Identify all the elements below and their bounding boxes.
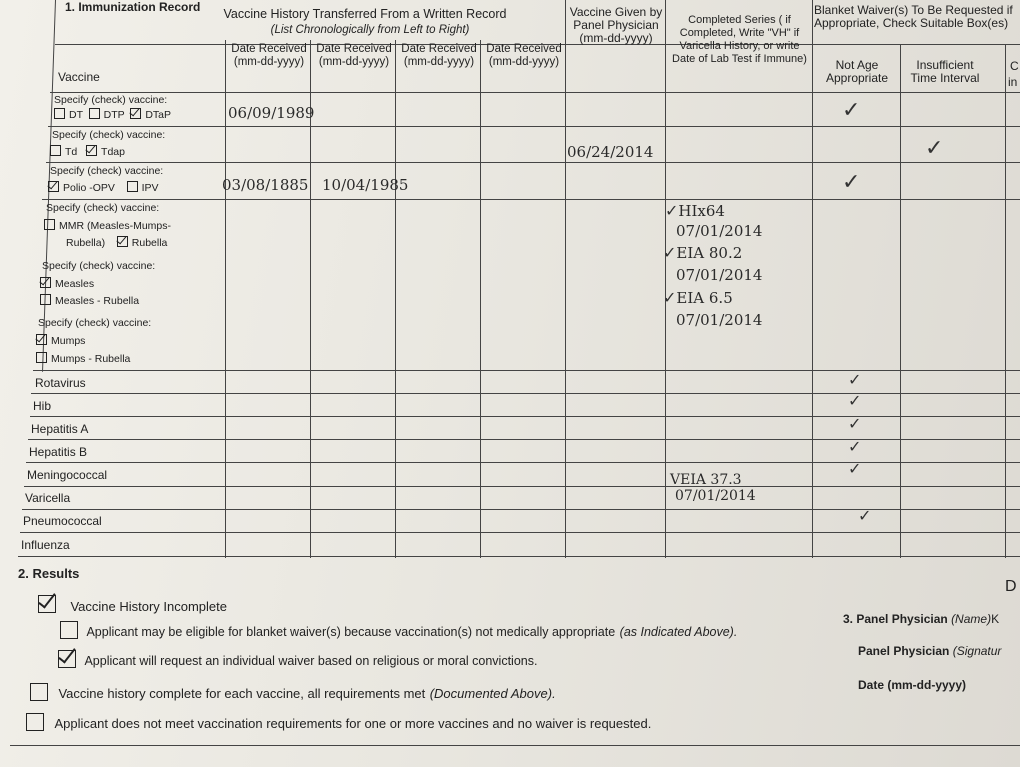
vaccine-influenza: Influenza: [21, 538, 70, 552]
polio-opv-checkbox[interactable]: [48, 181, 59, 192]
col-c-header: C: [1010, 59, 1019, 73]
physician-signature-note: (Signatur: [952, 644, 1002, 658]
lab-date: 07/01/2014: [676, 311, 763, 329]
rubella-options: [66, 236, 167, 249]
incomplete-checkbox[interactable]: [38, 595, 56, 613]
vaccine-rotavirus: Rotavirus: [35, 376, 86, 390]
col-line: [665, 0, 666, 558]
vaccine-pneumococcal: Pneumococcal: [23, 514, 102, 528]
check-mark-icon: ✓: [848, 370, 862, 389]
lab-result: ✓EIA 80.2: [663, 243, 743, 262]
date-col-4: Date Received (mm-dd-yyyy): [486, 43, 562, 68]
varicella-lab-result: VEIA 37.3: [670, 472, 742, 488]
physician-name-label: [843, 612, 999, 626]
row-line: [33, 370, 1020, 371]
blanket-checkbox[interactable]: [60, 621, 78, 639]
col-line: [1005, 44, 1006, 558]
vaccine-meningococcal: Meningococcal: [27, 468, 108, 482]
dtp-label: DTP: [103, 109, 125, 121]
polio-options: [48, 181, 159, 194]
measles-rubella-label: Measles - Rubella: [55, 295, 140, 307]
dt-checkbox[interactable]: [54, 108, 65, 119]
lab-result: ✓EIA 6.5: [663, 288, 733, 307]
physician-name-k: K: [991, 612, 1000, 626]
row-line: [28, 439, 1020, 440]
lab-date: 07/01/2014: [676, 266, 763, 284]
vaccine-hib: Hib: [33, 399, 52, 413]
col-line: [395, 40, 396, 558]
physician-signature-label: [858, 644, 1001, 658]
measles-rubella-option: [40, 294, 139, 307]
row-line: [30, 416, 1020, 417]
rubella-checkbox[interactable]: [117, 236, 128, 247]
specify-label: Specify (check) vaccine:: [38, 317, 152, 329]
check-mark-icon: ✓: [842, 170, 861, 195]
rubella-label: Rubella: [131, 237, 168, 249]
mumps-rubella-checkbox[interactable]: [36, 352, 47, 363]
measles-option: [40, 277, 94, 290]
tdap-checkbox[interactable]: [86, 145, 97, 156]
vaccine-varicella: Varicella: [25, 491, 71, 505]
complete-option: [30, 683, 556, 706]
date-col-1: Date Received (mm-dd-yyyy): [231, 43, 307, 68]
row-line: [24, 486, 1020, 487]
mmr-checkbox[interactable]: [44, 219, 55, 230]
complete-checkbox[interactable]: [30, 683, 48, 701]
col-in-header: in: [1008, 75, 1018, 89]
physician-name-title: 3. Panel Physician: [843, 612, 948, 626]
col-line: [225, 40, 226, 558]
blanket-label: Applicant may be eligible for blanket waiver(s) because vaccination(s) not medically appropriate: [86, 625, 616, 639]
section-title: 1. Immunization Record: [65, 0, 201, 14]
mumps-rubella-option: [36, 352, 130, 365]
measles-checkbox[interactable]: [40, 277, 51, 288]
date-col-2: Date Received (mm-dd-yyyy): [316, 43, 392, 68]
physician-signature-title: Panel Physician: [858, 644, 950, 658]
row-line: [26, 462, 1020, 463]
polio-date-1: 03/08/1885: [222, 176, 309, 194]
date-col-3: Date Received (mm-dd-yyyy): [401, 43, 477, 68]
check-mark-icon: ✓: [858, 506, 872, 525]
not-meet-checkbox[interactable]: [26, 713, 44, 731]
col-line: [812, 0, 813, 558]
measles-label: Measles: [55, 278, 95, 290]
mumps-option: [36, 334, 85, 347]
mmr-label: MMR (Measles-Mumps-: [59, 220, 172, 232]
specify-label: Specify (check) vaccine:: [42, 260, 156, 272]
dtp-checkbox[interactable]: [89, 108, 100, 119]
row-line: [50, 92, 1020, 93]
specify-label: Specify (check) vaccine:: [54, 94, 168, 106]
lab-date: 07/01/2014: [676, 222, 763, 240]
dt-date-1: 06/09/1989: [228, 104, 315, 122]
physician-d: D: [1005, 578, 1017, 595]
dtap-checkbox[interactable]: [130, 108, 141, 119]
ipv-label: IPV: [141, 182, 159, 194]
ipv-checkbox[interactable]: [127, 181, 138, 192]
results-title: 2. Results: [18, 566, 80, 581]
individual-option: [58, 650, 537, 673]
td-given-date: 06/24/2014: [567, 143, 654, 161]
physician-date-label: Date (mm-dd-yyyy): [858, 678, 967, 692]
given-header: Vaccine Given by Panel Physician (mm-dd-yyyy): [569, 5, 663, 45]
lab-result: ✓HIx64: [665, 201, 725, 220]
physician-name-note: (Name): [951, 612, 992, 626]
incomplete-label: Vaccine History Incomplete: [70, 599, 227, 614]
bottom-line: [10, 745, 1020, 746]
blanket-option: [60, 621, 737, 644]
varicella-lab-date: 07/01/2014: [675, 488, 756, 504]
row-line: [48, 126, 1020, 127]
incomplete-option: [38, 595, 227, 618]
specify-label: Specify (check) vaccine:: [50, 165, 164, 177]
measles-rubella-checkbox[interactable]: [40, 294, 51, 305]
mumps-label: Mumps: [51, 335, 86, 347]
complete-label: Vaccine history complete for each vaccine, all requirements met: [58, 686, 426, 701]
waiver-header: Blanket Waiver(s) To Be Requested if Appropriate, Check Suitable Box(es): [814, 3, 1013, 30]
check-mark-icon: ✓: [842, 98, 861, 123]
complete-note: (Documented Above).: [429, 686, 556, 701]
check-mark-icon: ✓: [848, 459, 862, 478]
individual-label: Applicant will request an individual waiver based on religious or moral convictions.: [84, 654, 538, 668]
row-line: [31, 393, 1020, 394]
tdap-label: Tdap: [101, 146, 125, 158]
vaccine-col-header: Vaccine: [58, 70, 100, 84]
blanket-note: (as Indicated Above).: [619, 625, 738, 639]
dt-options: [54, 108, 171, 121]
row-line: [18, 556, 1020, 557]
td-options: [50, 145, 125, 158]
row-line: [42, 199, 1020, 200]
dt-label: DT: [69, 109, 83, 121]
insufficient-header: Insufficient Time Interval: [910, 58, 980, 85]
check-mark-icon: ✓: [848, 414, 862, 433]
completed-header: Completed Series ( if Completed, Write "VH" if Varicella History, or write Date of Lab Test if Immune): [672, 14, 807, 65]
check-mark-icon: ✓: [848, 437, 862, 456]
col-line: [565, 0, 566, 558]
history-header: Vaccine History Transferred From a Written Record: [223, 7, 507, 21]
col-line: [480, 40, 481, 558]
vaccine-hepatitis-a: Hepatitis A: [31, 422, 89, 436]
polio-date-2: 10/04/1985: [322, 176, 409, 194]
specify-label: Specify (check) vaccine:: [52, 129, 166, 141]
mmr-label-cont: Rubella): [66, 237, 106, 249]
check-mark-icon: ✓: [848, 391, 862, 410]
vaccine-hepatitis-b: Hepatitis B: [29, 445, 88, 459]
not-meet-label: Applicant does not meet vaccination requirements for one or more vaccines and no waiver is requested.: [54, 716, 652, 731]
check-mark-icon: ✓: [925, 136, 944, 161]
individual-checkbox[interactable]: [58, 650, 76, 668]
history-subheader: (List Chronologically from Left to Right): [270, 24, 470, 36]
row-line: [20, 532, 1020, 533]
mmr-option: [44, 219, 171, 232]
mumps-checkbox[interactable]: [36, 334, 47, 345]
td-label: Td: [65, 146, 78, 158]
not-age-header: Not Age Appropriate: [825, 58, 889, 85]
mumps-rubella-label: Mumps - Rubella: [51, 353, 131, 365]
dtap-label: DTaP: [145, 109, 171, 121]
row-line: [46, 162, 1020, 163]
polio-opv-label: Polio -OPV: [63, 182, 115, 194]
col-line: [900, 44, 901, 558]
not-meet-option: [26, 713, 651, 736]
td-checkbox[interactable]: [50, 145, 61, 156]
specify-label: Specify (check) vaccine:: [46, 202, 160, 214]
